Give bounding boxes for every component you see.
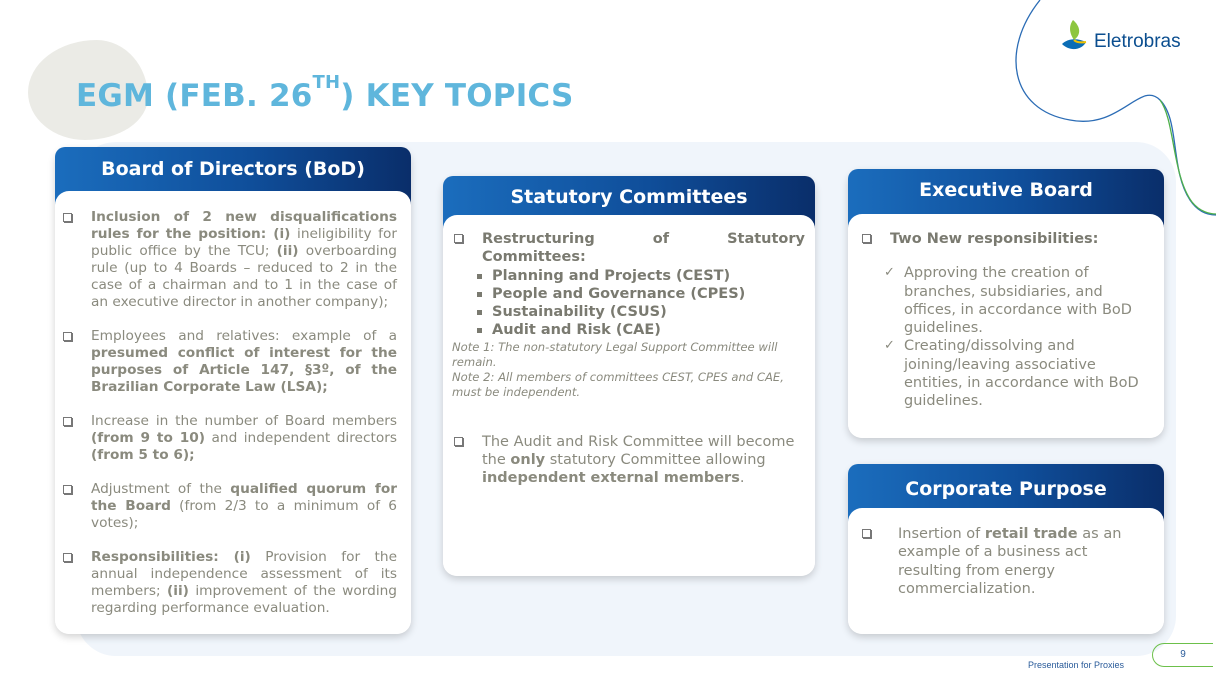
square-bullet-icon	[63, 553, 72, 562]
square-bullet-icon	[454, 234, 463, 243]
bod-item-disqualifications	[61, 209, 397, 311]
square-bullet-icon	[454, 437, 463, 446]
bod-list	[61, 209, 397, 617]
executive-check-item	[882, 264, 1150, 337]
bod-item-conflict	[61, 328, 397, 396]
committee-label: Sustainability (CSUS)	[492, 304, 667, 321]
committee-label: People and Governance (CPES)	[492, 285, 746, 302]
bod-item-bold: (from 5 to 6);	[91, 447, 195, 463]
corporate-item-text: Insertion of	[898, 526, 985, 542]
statutory-intro	[452, 230, 805, 267]
square-bullet-icon	[63, 417, 72, 426]
statutory-note-2: Note 2: All members of committees CEST, CPES and CAE, must be independent.	[452, 369, 784, 399]
bod-item-text: improvement of the wording regarding performance evaluation.	[91, 583, 397, 616]
footer-text: Presentation for Proxies	[1028, 660, 1125, 670]
page-title	[76, 72, 574, 114]
bod-item-text: Increase in the number of Board members	[91, 413, 397, 429]
title-suffix: ) KEY TOPICS	[340, 78, 574, 114]
eletrobras-logo	[1060, 18, 1181, 54]
square-bullet-icon	[477, 328, 482, 333]
statutory-intro-text: Restructuring of Statutory Committees:	[482, 231, 805, 266]
committee-list	[452, 267, 805, 340]
bod-body	[55, 191, 411, 634]
bod-item-quorum	[61, 481, 397, 532]
statutory-item-text: .	[739, 470, 745, 487]
corporate-item-text: as an example of a business act resulting from energy commercialization.	[898, 526, 1122, 597]
executive-intro-text: Two New responsibilities:	[890, 231, 1099, 247]
committee-item	[474, 285, 805, 303]
bod-item-text: Provision for the annual independence assessment of its members;	[91, 549, 398, 599]
statutory-item-text: The Audit and Risk Committee will become the	[482, 433, 795, 469]
statutory-note-1: Note 1: The non-statutory Legal Support Committee will remain.	[452, 339, 778, 369]
statutory-item-bold: only	[510, 452, 546, 469]
bod-item-text: and independent directors	[205, 430, 398, 446]
statutory-body	[443, 215, 815, 576]
statutory-card	[443, 176, 815, 576]
title-superscript: TH	[312, 72, 341, 93]
executive-check-item	[882, 337, 1150, 410]
bod-item-bold: qualified quorum for the Board	[91, 481, 397, 514]
committee-item	[474, 267, 805, 285]
executive-header: Executive Board	[848, 169, 1164, 229]
statutory-item-audit	[452, 433, 805, 488]
executive-check-text: Approving the creation of branches, subsidiaries, and offices, in accordance with BoD guidelines.	[904, 265, 1132, 337]
square-bullet-icon	[862, 234, 871, 243]
page-number: 9	[1152, 643, 1213, 667]
bod-item-members	[61, 413, 397, 464]
bod-item-bold: Responsibilities: (i)	[91, 549, 251, 565]
square-bullet-icon	[862, 529, 871, 538]
bod-item-responsibilities	[61, 549, 397, 617]
check-icon: ✓	[884, 265, 895, 281]
square-bullet-icon	[477, 274, 482, 279]
bod-card	[55, 147, 411, 634]
bod-item-bold: Inclusion of 2 new disqualifications rules for the position: (i)	[91, 209, 397, 242]
executive-card	[848, 169, 1164, 438]
bod-header: Board of Directors (BoD)	[55, 147, 411, 209]
executive-body	[848, 214, 1164, 438]
executive-check-list	[860, 264, 1150, 410]
corporate-item	[860, 525, 1150, 598]
corporate-header: Corporate Purpose	[848, 464, 1164, 524]
executive-intro	[860, 230, 1150, 248]
committee-item	[474, 321, 805, 339]
statutory-item-bold: independent external members	[482, 470, 740, 487]
square-bullet-icon	[477, 310, 482, 315]
corporate-card	[848, 464, 1164, 634]
bod-item-bold: (ii)	[167, 583, 189, 599]
committee-label: Planning and Projects (CEST)	[492, 267, 731, 284]
corporate-body	[848, 508, 1164, 634]
logo-text: Eletrobras	[1094, 31, 1181, 52]
bod-item-text: Adjustment of the	[91, 481, 231, 497]
square-bullet-icon	[63, 332, 72, 341]
square-bullet-icon	[63, 213, 72, 222]
bod-item-text: ineligibility for public office by the TCU;	[91, 226, 397, 259]
committee-item	[474, 303, 805, 321]
executive-check-text: Creating/dissolving and joining/leaving associative entities, in accordance with BoD guidelines.	[904, 338, 1139, 410]
bod-item-bold: (ii)	[276, 243, 299, 259]
eletrobras-leaf-icon	[1060, 18, 1090, 54]
statutory-item-text: statutory Committee allowing	[545, 452, 766, 469]
corporate-item-bold: retail trade	[984, 526, 1078, 542]
bod-item-text: overboarding rule (up to 4 Boards – reduced to 2 in the case of a chairman and to 1 in the case of an executive director in another company);	[91, 243, 397, 310]
committee-label: Audit and Risk (CAE)	[492, 322, 661, 339]
square-bullet-icon	[477, 292, 482, 297]
square-bullet-icon	[63, 485, 72, 494]
bod-item-text: (from 2/3 to a minimum of 6 votes);	[91, 498, 397, 531]
bod-item-text: Employees and relatives: example of a	[91, 328, 397, 344]
bod-item-bold: presumed conflict of interest for the purposes of Article 147, §3º, of the Brazilian Corporate Law (LSA);	[91, 345, 397, 395]
bod-item-bold: (from 9 to 10)	[91, 430, 206, 446]
title-prefix: EGM (FEB. 26	[76, 78, 313, 114]
statutory-header: Statutory Committees	[443, 176, 815, 236]
check-icon: ✓	[884, 338, 895, 354]
